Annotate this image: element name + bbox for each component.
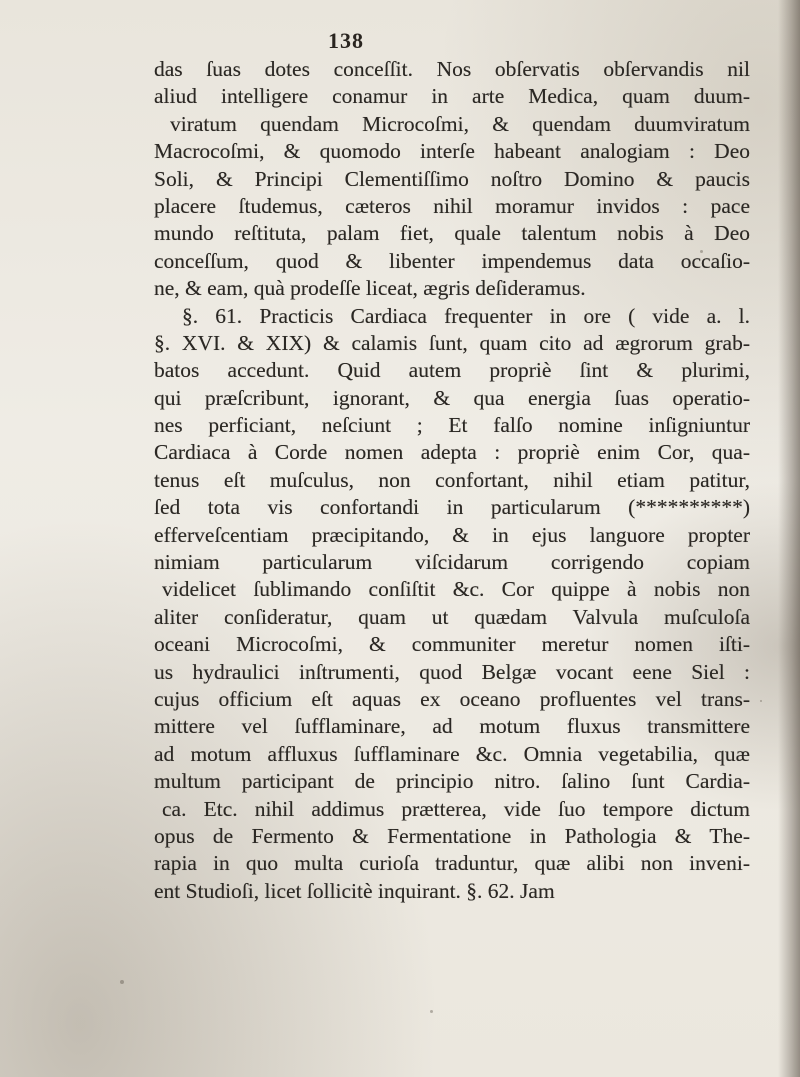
text-line: ne, & eam, quà prodeſſe liceat, ægris deſideramus. — [154, 276, 586, 301]
text-line: oceani Microcoſmi, & communiter meretur nomen iſti- — [154, 632, 750, 657]
text-line: mittere vel ſufflaminare, ad motum fluxus transmittere — [154, 714, 750, 739]
text-line: videlicet ſublimando conſiſtit &c. Cor quippe à nobis non — [162, 577, 750, 602]
text-line: ſed tota vis confortandi in particularum (**********) — [154, 495, 750, 520]
text-line: batos accedunt. Quid autem propriè ſint & plurimi, — [154, 358, 750, 383]
text-line: tenus eſt muſculus, non confortant, nihil etiam patitur, — [154, 467, 750, 492]
text-line: ent Studioſi, licet ſollicitè inquirant. §. 62. Jam — [154, 878, 555, 903]
text-line: rapia in quo multa curioſa traduntur, quæ alibi non inveni- — [154, 851, 750, 876]
text-line: §. 61. Practicis Cardiaca frequenter in ore ( vide a. l. — [182, 303, 750, 328]
paper-speck — [700, 250, 703, 253]
text-line: aliter conſideratur, quam ut quædam Valvula muſculoſa — [154, 604, 750, 629]
text-line: nimiam particularum viſcidarum corrigendo copiam — [154, 550, 750, 575]
text-line: ad motum affluxus ſufflaminare &c. Omnia vegetabilia, quæ — [154, 741, 750, 766]
text-line: us hydraulici inſtrumenti, quod Belgæ vocant eene Siel : — [154, 659, 750, 684]
text-line: Cardiaca à Corde nomen adepta : propriè enim Cor, qua- — [154, 440, 750, 465]
body-text — [154, 56, 750, 905]
text-line: ca. Etc. nihil addimus prætterea, vide ſuo tempore dictum — [162, 796, 750, 821]
text-line: viratum quendam Microcoſmi, & quendam duumviratum — [170, 111, 750, 136]
text-line: efferveſcentiam præcipitando, & in ejus languore propter — [154, 522, 750, 547]
paper-speck — [760, 700, 762, 702]
text-line: qui præſcribunt, ignorant, & qua energia ſuas operatio- — [154, 385, 750, 410]
paper-speck — [120, 980, 124, 984]
text-line: placere ſtudemus, cæteros nihil moramur invidos : pace — [154, 193, 750, 218]
text-line: opus de Fermento & Fermentatione in Pathologia & The- — [154, 823, 750, 848]
text-line: §. XVI. & XIX) & calamis ſunt, quam cito ad ægrorum grab- — [154, 330, 750, 355]
page-number: 138 — [328, 28, 364, 53]
text-line: Macrocoſmi, & quomodo interſe habeant analogiam : Deo — [154, 139, 750, 164]
text-line: multum participant de principio nitro. ſalino ſunt Cardia- — [154, 769, 750, 794]
text-line: aliud intelligere conamur in arte Medica, quam duum- — [154, 84, 750, 109]
page-edge-shadow — [778, 0, 800, 1077]
paper-speck — [430, 1010, 433, 1013]
text-line: mundo reſtituta, palam fiet, quale talentum nobis à Deo — [154, 221, 750, 246]
text-line: nes perficiant, neſciunt ; Et falſo nomine inſigniuntur — [154, 413, 750, 438]
text-line: Soli, & Principi Clementiſſimo noſtro Domino & paucis — [154, 166, 750, 191]
text-line: cujus officium eſt aquas ex oceano profluentes vel trans- — [154, 686, 750, 711]
text-line: conceſſum, quod & libenter impendemus data occaſio- — [154, 248, 750, 273]
text-line: das ſuas dotes conceſſit. Nos obſervatis obſervandis nil — [154, 57, 750, 81]
